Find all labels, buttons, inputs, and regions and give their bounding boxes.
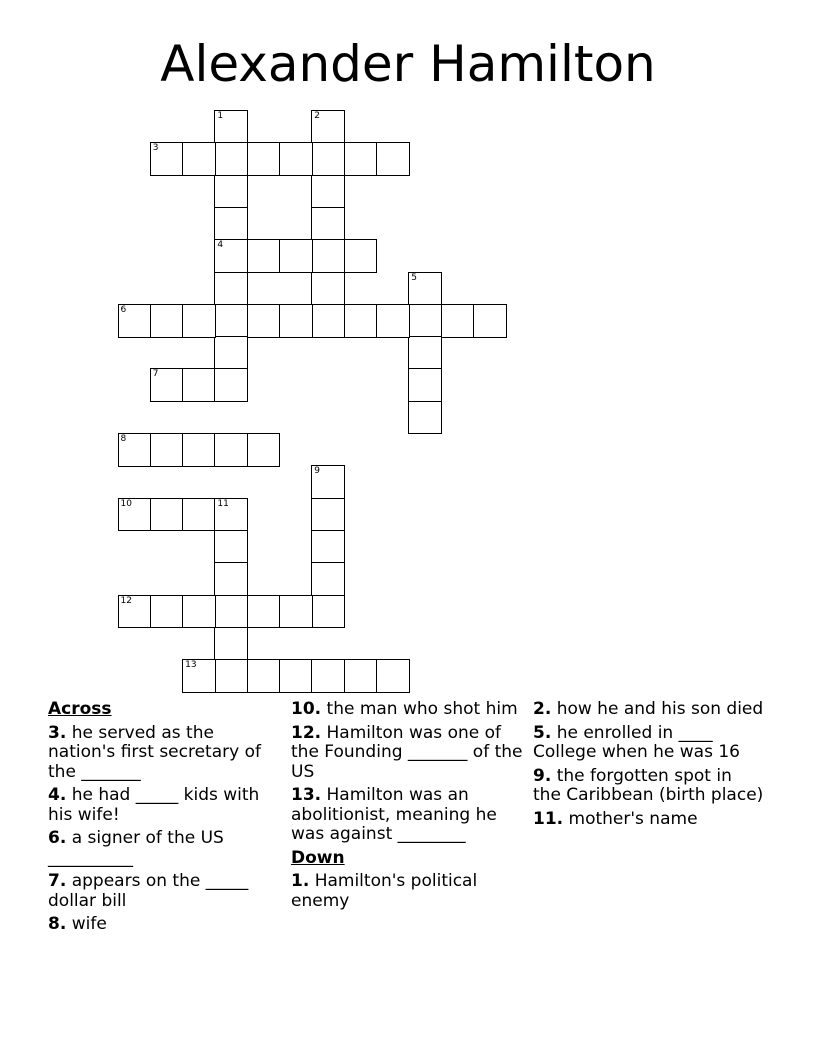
grid-cell[interactable] (311, 498, 345, 532)
clue-across-8 (48, 915, 280, 935)
grid-cell[interactable] (214, 175, 248, 209)
clue-number: 9. (533, 765, 552, 786)
clue-text: a signer of the US __________ (48, 828, 224, 868)
clue-number: 2. (533, 699, 552, 719)
grid-cell[interactable] (182, 498, 216, 532)
cell-number: 9 (314, 466, 321, 477)
grid-cell[interactable] (408, 368, 442, 402)
clue-across-13 (291, 786, 523, 845)
grid-cell[interactable] (214, 659, 248, 693)
cell-number: 1 (217, 111, 224, 121)
grid-cell[interactable] (214, 239, 248, 273)
clue-number: 6. (48, 828, 67, 848)
grid-cell[interactable] (214, 595, 248, 629)
grid-cell[interactable] (247, 595, 281, 629)
grid-cell[interactable] (311, 272, 345, 306)
grid-cell[interactable] (118, 498, 152, 532)
grid-cell[interactable] (182, 595, 216, 629)
grid-cell[interactable] (247, 239, 281, 273)
grid-cell[interactable] (150, 368, 184, 402)
clue-text: the man who shot him (321, 699, 518, 719)
page-title: Alexander Hamilton (160, 35, 656, 93)
grid-cell[interactable] (214, 562, 248, 596)
grid-cell[interactable] (214, 304, 248, 338)
grid-cell[interactable] (214, 336, 248, 370)
cell-number: 5 (411, 272, 417, 283)
cell-number: 6 (120, 304, 127, 315)
grid-cell[interactable] (344, 304, 378, 338)
clue-down-2 (533, 700, 765, 720)
grid-cell[interactable] (408, 336, 442, 370)
clue-across-7 (48, 872, 280, 911)
clue-down-11 (533, 810, 765, 830)
grid-cell[interactable] (311, 562, 345, 596)
grid-cell[interactable] (214, 498, 248, 532)
grid-cell[interactable] (279, 659, 313, 693)
grid-cell[interactable] (247, 433, 281, 467)
grid-cell[interactable] (311, 175, 345, 209)
clue-column-1 (48, 700, 280, 939)
clue-text: appears on the _____ dollar bill (48, 871, 249, 911)
clue-number: 5. (533, 722, 552, 743)
grid-cell[interactable] (279, 304, 313, 338)
grid-cell[interactable] (408, 401, 442, 435)
grid-cell[interactable] (311, 595, 345, 629)
clue-number: 13. (291, 785, 322, 805)
clue-column-2 (291, 700, 523, 915)
cell-number: 10 (120, 498, 132, 509)
across-heading: Across (48, 699, 112, 719)
cell-number: 4 (217, 240, 224, 251)
cell-number: 13 (185, 660, 197, 671)
grid-cell[interactable] (247, 304, 281, 338)
grid-cell[interactable] (441, 304, 475, 338)
grid-cell[interactable] (214, 368, 248, 402)
grid-cell[interactable] (247, 659, 281, 693)
grid-cell[interactable] (214, 272, 248, 306)
cell-number: 7 (152, 369, 159, 380)
grid-cell[interactable] (311, 110, 345, 144)
clue-across-12 (291, 724, 523, 783)
clue-text: he served as the nation's first secretary of the _______ (48, 722, 261, 782)
clue-text: Hamilton was an abolitionist, meaning he was against ________ (291, 785, 497, 844)
grid-cell[interactable] (118, 304, 152, 338)
clue-text: how he and his son died (551, 699, 764, 719)
clue-number: 10. (291, 699, 322, 719)
grid-cell[interactable] (182, 368, 216, 402)
grid-cell[interactable] (182, 142, 216, 176)
clue-across-6 (48, 829, 280, 868)
grid-cell[interactable] (408, 304, 442, 338)
clue-across-10 (291, 700, 523, 720)
grid-cell[interactable] (473, 304, 507, 338)
grid-cell[interactable] (214, 433, 248, 467)
down-heading: Down (291, 847, 345, 868)
clue-down-9 (533, 767, 765, 806)
clue-number: 8. (48, 914, 67, 934)
clue-number: 1. (291, 871, 310, 891)
grid-cell[interactable] (150, 498, 184, 532)
grid-cell[interactable] (279, 142, 313, 176)
grid-cell[interactable] (344, 659, 378, 693)
clue-text: the forgotten spot in the Caribbean (birth place) (533, 765, 764, 805)
grid-cell[interactable] (214, 142, 248, 176)
grid-cell[interactable] (182, 304, 216, 338)
grid-cell[interactable] (344, 142, 378, 176)
grid-cell[interactable] (344, 239, 378, 273)
grid-cell[interactable] (376, 304, 410, 338)
grid-cell[interactable] (311, 207, 345, 241)
clue-number: 3. (48, 722, 67, 743)
cell-number: 8 (120, 434, 127, 444)
grid-cell[interactable] (182, 659, 216, 693)
grid-cell[interactable] (311, 239, 345, 273)
grid-cell[interactable] (408, 272, 442, 306)
grid-cell[interactable] (150, 142, 184, 176)
grid-cell[interactable] (311, 465, 345, 499)
grid-cell[interactable] (311, 304, 345, 338)
grid-cell[interactable] (376, 659, 410, 693)
clue-number: 7. (48, 871, 67, 891)
grid-cell[interactable] (214, 110, 248, 144)
clue-text: Hamilton was one of the Founding _______ of the US (291, 722, 523, 782)
clue-number: 12. (291, 722, 322, 743)
grid-cell[interactable] (247, 142, 281, 176)
clue-text: Hamilton's political enemy (291, 871, 478, 911)
grid-cell[interactable] (150, 433, 184, 467)
clue-text: he enrolled in ____ College when he was 16 (533, 722, 740, 762)
grid-cell[interactable] (279, 239, 313, 273)
grid-cell[interactable] (311, 142, 345, 176)
grid-cell[interactable] (214, 207, 248, 241)
cell-number: 3 (152, 143, 159, 154)
grid-cell[interactable] (182, 433, 216, 467)
grid-cell[interactable] (118, 595, 152, 629)
clue-column-3 (533, 700, 765, 833)
clue-text: mother's name (563, 808, 698, 829)
clue-number: 11. (533, 808, 564, 829)
grid-cell[interactable] (311, 659, 345, 693)
grid-cell[interactable] (376, 142, 410, 176)
clue-down-1 (291, 872, 523, 911)
grid-cell[interactable] (118, 433, 152, 467)
grid-cell[interactable] (214, 627, 248, 661)
clue-text: he had _____ kids with his wife! (48, 785, 260, 825)
cell-number: 12 (120, 595, 132, 606)
grid-cell[interactable] (150, 595, 184, 629)
cell-number: 11 (217, 498, 229, 509)
clue-number: 4. (48, 785, 67, 805)
grid-cell[interactable] (311, 530, 345, 564)
grid-cell[interactable] (214, 530, 248, 564)
clue-across-3 (48, 724, 280, 783)
grid-cell[interactable] (279, 595, 313, 629)
cell-number: 2 (314, 111, 321, 121)
clue-across-4 (48, 786, 280, 825)
grid-cell[interactable] (150, 304, 184, 338)
clue-text: wife (66, 914, 107, 934)
clue-down-5 (533, 724, 765, 763)
